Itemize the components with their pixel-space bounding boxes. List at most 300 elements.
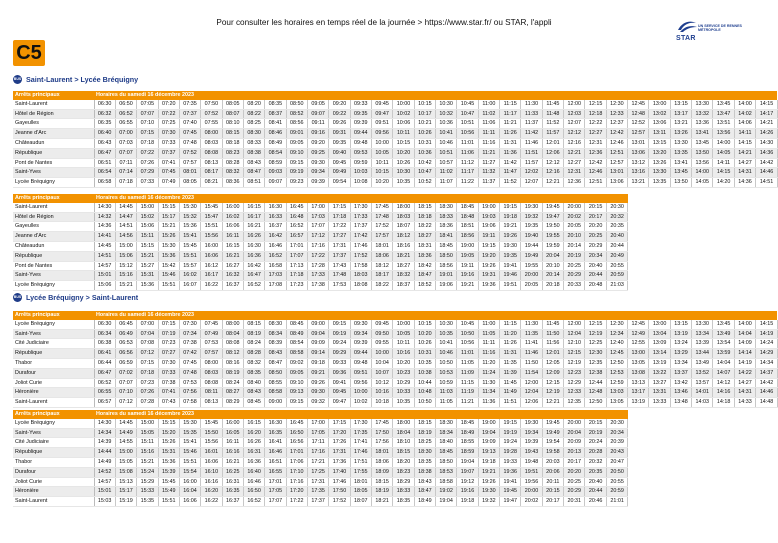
departure-time: 20:59 (606, 487, 628, 497)
departure-time: 17:06 (286, 457, 307, 467)
departure-time: 11:05 (457, 358, 478, 368)
table-row (13, 168, 777, 178)
departure-time: 20:34 (585, 251, 606, 261)
departure-time: 09:32 (307, 398, 328, 408)
departure-time: 19:45 (542, 419, 563, 428)
table-row (13, 261, 628, 271)
table-row (13, 358, 777, 368)
departure-time: 15:16 (137, 448, 158, 458)
departure-time: 18:32 (393, 271, 414, 281)
departure-time: 17:07 (307, 222, 328, 232)
departure-time: 16:32 (222, 271, 243, 281)
departure-time: 09:07 (307, 109, 328, 119)
departure-time: 16:50 (243, 487, 264, 497)
departure-time: 17:48 (371, 212, 392, 222)
departure-time: 06:52 (94, 378, 115, 388)
departure-time: 17:41 (350, 438, 371, 448)
departure-time: 08:35 (243, 368, 264, 378)
departure-time: 14:04 (713, 358, 734, 368)
departure-time: 17:42 (350, 232, 371, 242)
departure-time: 18:33 (436, 212, 457, 222)
departure-time: 10:57 (436, 158, 457, 168)
departure-time: 19:30 (500, 241, 521, 251)
departure-time: 14:36 (94, 222, 115, 232)
table-row (13, 212, 628, 222)
departure-time: 08:32 (222, 168, 243, 178)
departure-time: 18:03 (393, 212, 414, 222)
departure-time: 16:58 (265, 261, 286, 271)
departure-time: 17:30 (350, 419, 371, 428)
departure-time: 14:19 (734, 358, 755, 368)
departure-time: 16:10 (201, 467, 222, 477)
departure-time: 19:02 (436, 487, 457, 497)
departure-time: 19:36 (500, 467, 521, 477)
departure-time: 18:18 (414, 212, 435, 222)
departure-time: 08:52 (286, 109, 307, 119)
departure-time: 12:00 (521, 378, 542, 388)
stop-name: Jeanne d'Arc (13, 232, 94, 242)
departure-time: 07:29 (137, 168, 158, 178)
departure-time: 12:21 (564, 148, 585, 158)
departure-time: 06:56 (115, 349, 136, 359)
direction-title-2 (13, 292, 138, 302)
departure-time: 17:18 (286, 271, 307, 281)
departure-time: 10:47 (457, 109, 478, 119)
departure-time: 09:39 (307, 178, 328, 188)
departure-time: 19:16 (457, 271, 478, 281)
departure-time: 09:10 (286, 378, 307, 388)
departure-time: 07:15 (158, 320, 179, 329)
departure-time: 18:30 (436, 419, 457, 428)
departure-time: 08:28 (222, 158, 243, 168)
departure-time: 11:57 (521, 158, 542, 168)
departure-time: 20:10 (564, 232, 585, 242)
departure-time: 10:30 (436, 320, 457, 329)
departure-time: 09:26 (307, 378, 328, 388)
departure-time: 11:15 (457, 378, 478, 388)
departure-time: 14:30 (94, 419, 115, 428)
departure-time: 08:54 (286, 339, 307, 349)
departure-time: 18:30 (414, 448, 435, 458)
departure-time: 14:31 (734, 388, 755, 398)
departure-time: 09:49 (329, 168, 350, 178)
departure-time: 15:46 (179, 448, 200, 458)
departure-time: 13:36 (692, 119, 713, 129)
departure-time: 12:07 (564, 119, 585, 129)
departure-time: 06:41 (94, 349, 115, 359)
departure-time: 12:45 (606, 349, 627, 359)
departure-time: 07:48 (179, 368, 200, 378)
departure-time: 07:18 (137, 368, 158, 378)
departure-time: 08:45 (243, 398, 264, 408)
departure-time: 07:33 (137, 178, 158, 188)
departure-time: 14:20 (713, 178, 734, 188)
departure-time: 15:32 (179, 212, 200, 222)
departure-time: 06:54 (94, 168, 115, 178)
departure-time: 16:22 (201, 281, 222, 291)
departure-time: 07:37 (158, 148, 179, 158)
direction-title-1 (13, 74, 138, 84)
departure-time: 20:15 (585, 203, 606, 212)
departure-time: 20:55 (606, 477, 628, 487)
departure-time: 06:49 (115, 329, 136, 339)
departure-time: 19:35 (500, 251, 521, 261)
departure-time: 19:44 (521, 241, 542, 251)
departure-time: 16:52 (243, 497, 264, 507)
departure-time: 20:29 (564, 271, 585, 281)
departure-time: 11:17 (457, 168, 478, 178)
departure-time: 18:21 (393, 251, 414, 261)
stop-name: Saint-Laurent (13, 398, 94, 408)
departure-time: 12:19 (564, 358, 585, 368)
departure-time: 14:16 (713, 388, 734, 398)
departure-time: 10:00 (371, 138, 392, 148)
departure-time: 12:06 (521, 398, 542, 408)
departure-time: 15:15 (137, 241, 158, 251)
departure-time: 10:11 (393, 339, 414, 349)
departure-time: 09:15 (286, 398, 307, 408)
departure-time: 14:47 (115, 212, 136, 222)
departure-time: 13:06 (628, 148, 649, 158)
departure-time: 10:31 (414, 138, 435, 148)
departure-time: 07:53 (179, 378, 200, 388)
departure-time: 14:17 (756, 109, 778, 119)
departure-time: 09:45 (329, 388, 350, 398)
departure-time: 07:45 (158, 168, 179, 178)
departure-time: 20:05 (564, 222, 585, 232)
departure-time: 15:11 (137, 438, 158, 448)
departure-time: 11:54 (521, 368, 542, 378)
departure-time: 15:45 (158, 477, 179, 487)
departure-time: 07:42 (179, 349, 200, 359)
departure-time: 11:21 (478, 148, 499, 158)
departure-time: 18:45 (457, 203, 478, 212)
table-row (13, 222, 628, 232)
departure-time: 20:43 (606, 448, 628, 458)
departure-time: 06:45 (115, 320, 136, 329)
departure-time: 14:51 (94, 251, 115, 261)
departure-time: 15:54 (179, 467, 200, 477)
departure-time: 08:32 (243, 358, 264, 368)
table-row (13, 241, 628, 251)
departure-time: 20:17 (585, 212, 606, 222)
departure-time: 17:52 (329, 497, 350, 507)
departure-time: 16:50 (286, 428, 307, 438)
table-row (13, 148, 777, 158)
departure-time: 10:38 (414, 368, 435, 378)
departure-time: 15:42 (158, 261, 179, 271)
departure-time: 15:15 (158, 419, 179, 428)
departure-time: 07:57 (179, 158, 200, 168)
departure-time: 13:56 (713, 129, 734, 139)
departure-time: 18:31 (414, 241, 435, 251)
departure-time: 20:03 (542, 457, 563, 467)
departure-time: 19:15 (500, 203, 521, 212)
departure-time: 19:26 (478, 477, 499, 487)
departure-time: 15:26 (158, 232, 179, 242)
departure-time: 16:41 (265, 438, 286, 448)
departure-time: 13:49 (713, 329, 734, 339)
departure-time: 17:45 (371, 203, 392, 212)
departure-time: 19:49 (542, 428, 563, 438)
departure-time: 18:12 (371, 261, 392, 271)
departure-time: 12:01 (542, 349, 563, 359)
departure-time: 10:18 (371, 398, 392, 408)
departure-time: 15:35 (179, 428, 200, 438)
departure-time: 06:47 (94, 148, 115, 158)
column-header-times: Horaires du samedi 16 décembre 2023 (94, 91, 777, 100)
departure-time: 15:51 (201, 222, 222, 232)
departure-time: 15:41 (179, 232, 200, 242)
departure-time: 15:05 (137, 428, 158, 438)
departure-time: 07:38 (179, 339, 200, 349)
departure-time: 17:07 (265, 497, 286, 507)
departure-time: 12:49 (628, 329, 649, 339)
departure-time: 08:27 (222, 388, 243, 398)
departure-time: 19:26 (478, 261, 499, 271)
departure-time: 12:01 (542, 138, 563, 148)
departure-time: 15:21 (115, 281, 136, 291)
departure-time: 18:49 (457, 428, 478, 438)
departure-time: 15:29 (137, 477, 158, 487)
departure-time: 17:20 (329, 428, 350, 438)
departure-time: 19:46 (500, 271, 521, 281)
departure-time: 08:08 (222, 339, 243, 349)
departure-time: 11:52 (500, 178, 521, 188)
departure-time: 12:27 (585, 129, 606, 139)
departure-time: 13:13 (628, 378, 649, 388)
departure-time: 13:00 (649, 100, 670, 109)
departure-time: 15:51 (179, 251, 200, 261)
table-row (13, 497, 628, 507)
table-row (13, 477, 628, 487)
departure-time: 13:26 (670, 129, 691, 139)
departure-time: 17:15 (329, 419, 350, 428)
departure-time: 10:00 (393, 100, 414, 109)
departure-time: 13:27 (649, 378, 670, 388)
departure-time: 14:42 (756, 158, 778, 168)
stop-name: Châteaudun (13, 138, 94, 148)
departure-time: 10:50 (436, 358, 457, 368)
departure-time: 20:24 (585, 438, 606, 448)
departure-time: 18:01 (350, 477, 371, 487)
departure-time: 16:00 (179, 477, 200, 487)
departure-time: 11:36 (500, 148, 521, 158)
departure-time: 06:34 (94, 329, 115, 339)
departure-time: 11:16 (478, 138, 499, 148)
stop-name: Cité Judiciaire (13, 438, 94, 448)
departure-time: 11:50 (542, 329, 563, 339)
departure-time: 11:47 (500, 168, 521, 178)
departure-time: 12:22 (585, 119, 606, 129)
departure-time: 09:00 (265, 398, 286, 408)
departure-time: 15:17 (115, 487, 136, 497)
departure-time: 19:55 (542, 232, 563, 242)
departure-time: 17:26 (329, 438, 350, 448)
departure-time: 09:39 (350, 119, 371, 129)
departure-time: 06:50 (115, 100, 136, 109)
stop-name: Hôtel de Région (13, 109, 94, 119)
departure-time: 14:03 (692, 398, 713, 408)
departure-time: 10:30 (393, 168, 414, 178)
departure-time: 18:04 (393, 428, 414, 438)
departure-time: 07:45 (201, 320, 222, 329)
departure-time: 17:03 (265, 271, 286, 281)
departure-time: 10:07 (371, 368, 392, 378)
departure-time: 14:45 (115, 203, 136, 212)
departure-time: 16:22 (201, 497, 222, 507)
departure-time: 09:48 (350, 138, 371, 148)
departure-time: 12:51 (585, 178, 606, 188)
departure-time: 18:33 (393, 487, 414, 497)
departure-time: 06:32 (94, 109, 115, 119)
departure-time: 20:19 (585, 428, 606, 438)
stop-name: Cité Judiciaire (13, 339, 94, 349)
departure-time: 17:20 (286, 487, 307, 497)
departure-time: 16:12 (201, 261, 222, 271)
departure-time: 14:36 (734, 178, 755, 188)
departure-time: 19:21 (478, 467, 499, 477)
departure-time: 14:30 (94, 203, 115, 212)
departure-time: 19:16 (457, 487, 478, 497)
departure-time: 19:31 (478, 271, 499, 281)
departure-time: 07:04 (137, 329, 158, 339)
departure-time: 14:15 (756, 320, 778, 329)
departure-time: 12:46 (606, 138, 627, 148)
departure-time: 12:50 (585, 398, 606, 408)
departure-time: 10:36 (414, 148, 435, 158)
departure-time: 20:00 (564, 203, 585, 212)
departure-time: 17:03 (307, 212, 328, 222)
departure-time: 09:44 (350, 349, 371, 359)
departure-time: 17:22 (286, 497, 307, 507)
departure-time: 17:55 (350, 467, 371, 477)
departure-time: 13:05 (628, 358, 649, 368)
departure-time: 18:23 (393, 467, 414, 477)
departure-time: 17:43 (329, 261, 350, 271)
departure-time: 15:06 (94, 281, 115, 291)
departure-time: 08:00 (201, 358, 222, 368)
departure-time: 20:40 (606, 232, 628, 242)
departure-time: 18:25 (414, 438, 435, 448)
departure-time: 11:00 (478, 100, 499, 109)
departure-time: 13:06 (649, 119, 670, 129)
departure-time: 11:06 (478, 119, 499, 129)
departure-time: 11:19 (457, 388, 478, 398)
departure-time: 16:45 (286, 203, 307, 212)
departure-time: 10:20 (393, 148, 414, 158)
departure-time: 19:41 (500, 477, 521, 487)
departure-time: 13:29 (670, 349, 691, 359)
departure-time: 14:49 (115, 428, 136, 438)
departure-time: 06:58 (94, 178, 115, 188)
departure-time: 12:05 (542, 358, 563, 368)
departure-time: 10:51 (457, 119, 478, 129)
departure-time: 11:50 (521, 358, 542, 368)
departure-time: 18:41 (436, 232, 457, 242)
table-row (13, 419, 628, 428)
departure-time: 11:35 (500, 358, 521, 368)
departure-time: 08:05 (179, 178, 200, 188)
departure-time: 13:49 (692, 358, 713, 368)
departure-time: 16:35 (265, 428, 286, 438)
departure-time: 11:45 (500, 378, 521, 388)
departure-time: 09:11 (307, 119, 328, 129)
departure-time: 10:53 (436, 368, 457, 378)
stop-name: Durafour (13, 467, 94, 477)
departure-time: 13:51 (713, 119, 734, 129)
departure-time: 12:36 (585, 148, 606, 158)
departure-time: 12:59 (606, 378, 627, 388)
departure-time: 12:55 (628, 339, 649, 349)
departure-time: 12:57 (606, 158, 627, 168)
departure-time: 12:21 (542, 178, 563, 188)
table-row (13, 349, 777, 359)
departure-time: 06:30 (94, 320, 115, 329)
departure-time: 14:39 (94, 438, 115, 448)
departure-time: 20:32 (606, 212, 628, 222)
departure-time: 10:00 (350, 388, 371, 398)
departure-time: 16:21 (222, 457, 243, 467)
departure-time: 06:51 (94, 158, 115, 168)
departure-time: 17:00 (307, 419, 328, 428)
departure-time: 14:34 (756, 358, 778, 368)
departure-time: 17:36 (329, 457, 350, 467)
departure-time: 18:01 (371, 241, 392, 251)
departure-time: 10:26 (393, 158, 414, 168)
departure-time: 09:26 (329, 119, 350, 129)
departure-time: 14:15 (756, 100, 778, 109)
departure-time: 20:44 (606, 241, 628, 251)
departure-time: 08:08 (201, 378, 222, 388)
departure-time: 19:32 (478, 497, 499, 507)
departure-time: 13:19 (670, 329, 691, 339)
departure-time: 20:02 (564, 212, 585, 222)
departure-time: 16:00 (201, 241, 222, 251)
departure-time: 14:24 (756, 339, 778, 349)
departure-time: 09:29 (329, 349, 350, 359)
departure-time: 11:37 (521, 119, 542, 129)
departure-time: 15:50 (201, 428, 222, 438)
departure-time: 20:25 (585, 232, 606, 242)
departure-time: 17:22 (307, 251, 328, 261)
departure-time: 10:11 (393, 129, 414, 139)
departure-time: 13:57 (692, 378, 713, 388)
departure-time: 20:46 (585, 497, 606, 507)
departure-time: 10:15 (371, 168, 392, 178)
departure-time: 16:37 (265, 222, 286, 232)
departure-time: 16:15 (222, 241, 243, 251)
departure-time: 16:06 (201, 251, 222, 261)
departure-time: 07:00 (137, 320, 158, 329)
departure-time: 14:15 (734, 138, 755, 148)
departure-time: 17:35 (307, 487, 328, 497)
departure-time: 10:56 (457, 129, 478, 139)
stop-name: Saint-Laurent (13, 100, 94, 109)
departure-time: 09:56 (350, 378, 371, 388)
departure-time: 12:31 (585, 138, 606, 148)
stop-name: Hôtel de Région (13, 212, 94, 222)
departure-time: 19:43 (521, 448, 542, 458)
departure-time: 07:52 (179, 148, 200, 158)
departure-time: 19:51 (500, 281, 521, 291)
departure-time: 13:09 (649, 339, 670, 349)
departure-time: 16:52 (243, 281, 264, 291)
departure-time: 07:30 (158, 129, 179, 139)
departure-time: 18:42 (414, 261, 435, 271)
departure-time: 11:00 (478, 320, 499, 329)
departure-time: 07:45 (179, 129, 200, 139)
